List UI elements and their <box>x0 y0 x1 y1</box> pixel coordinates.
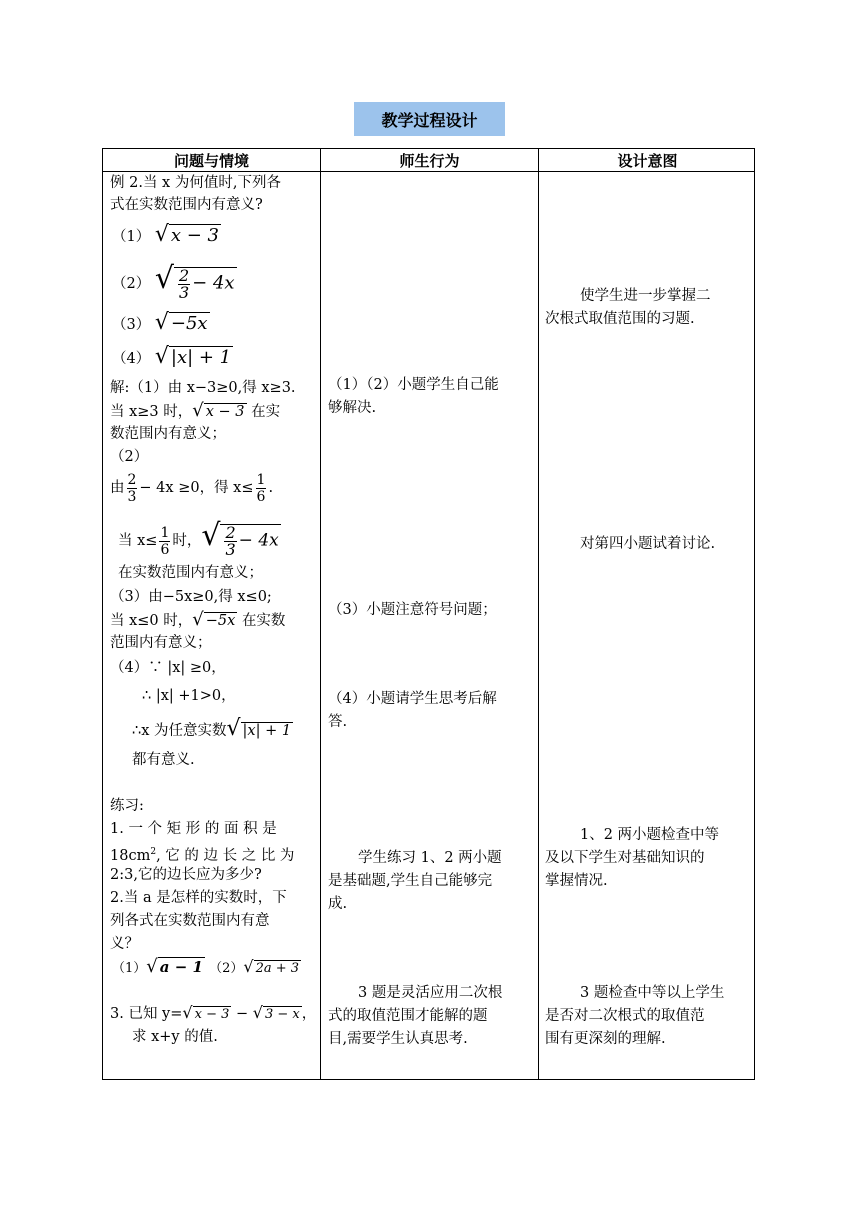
intent-line: 及以下学生对基础知识的 <box>545 850 705 866</box>
action-line: 目,需要学生认真思考. <box>328 1031 468 1047</box>
practice-text: ， <box>301 1006 317 1022</box>
section-title: 教学过程设计 <box>354 102 505 136</box>
radical-sign: √ <box>192 609 204 630</box>
practice-text: − <box>231 1006 253 1022</box>
radical-sign: √ <box>154 344 169 369</box>
solution-text: ∴x 为任意实数 <box>132 723 227 739</box>
solution-text: 当 x≤0 时， <box>110 613 193 629</box>
radicand-tail: − 4x <box>238 530 279 550</box>
practice-heading: 练习: <box>110 798 144 814</box>
solution-line <box>110 470 273 506</box>
solution-line <box>132 718 293 742</box>
superscript: 2 <box>150 847 157 857</box>
column-divider <box>320 149 321 1079</box>
practice-line: 列各式在实数范围内有意 <box>110 913 270 929</box>
fraction-numerator: 2 <box>178 265 190 285</box>
intent-line: 对第四小题试着讨论. <box>580 536 716 552</box>
fraction-numerator: 1 <box>256 471 266 488</box>
fraction-denominator: 3 <box>225 539 236 559</box>
fraction-numerator: 2 <box>127 471 137 488</box>
intent-line: 1、2 两小题检查中等 <box>580 827 720 843</box>
column-divider <box>538 149 539 1079</box>
header-intent: 设计意图 <box>617 151 678 170</box>
radicand: a − 1 <box>159 958 203 976</box>
radicand-tail: − 4x <box>192 272 235 293</box>
practice-line: 1. 一 个 矩 形 的 面 积 是 <box>110 821 277 837</box>
action-line: 成. <box>328 896 348 912</box>
radicand: 2a + 3 <box>255 961 300 976</box>
solution-line: 解:（1）由 x−3≥0,得 x≥3. <box>110 380 296 396</box>
practice-line <box>112 956 301 980</box>
practice-line: 2.当 a 是怎样的实数时，下 <box>110 890 287 906</box>
radical-sign: √ <box>182 1003 193 1022</box>
intent-line: 次根式取值范围的习题. <box>545 311 695 327</box>
problem-item <box>112 312 210 336</box>
radical-sign: √ <box>146 956 158 977</box>
radical-sign: √ <box>243 957 254 976</box>
practice-text: , 它 的 边 长 之 比 为 <box>156 847 295 864</box>
radical-sign: √ <box>252 1003 263 1022</box>
problem-item <box>112 224 221 248</box>
practice-line: 求 x+y 的值. <box>132 1029 218 1045</box>
radicand: −5x <box>170 313 208 334</box>
solution-text: 时， <box>172 533 202 549</box>
intent-line: 掌握情况. <box>545 873 608 889</box>
practice-line: 2:3,它的边长应为多少? <box>110 867 262 883</box>
solution-line <box>110 609 285 632</box>
header-actions: 师生行为 <box>399 151 460 170</box>
action-line: （3）小题注意符号问题； <box>328 602 497 618</box>
radicand: |x| + 1 <box>242 723 292 739</box>
solution-line: ∴ |x| +1>0， <box>142 688 236 704</box>
action-line: 是基础题,学生自己能够完 <box>328 873 493 889</box>
action-line: 够解决. <box>328 400 377 416</box>
fraction-denominator: 3 <box>178 282 190 302</box>
radicand: x − 3 <box>194 1007 230 1022</box>
radical-sign: √ <box>192 400 204 421</box>
radicand: −5x <box>205 613 236 629</box>
solution-line <box>110 400 280 423</box>
action-line: 答. <box>328 714 348 730</box>
fraction-denominator: 6 <box>160 541 170 558</box>
header-questions: 问题与情境 <box>173 151 249 170</box>
item-label: （2） <box>112 276 151 292</box>
solution-text: 由 <box>110 480 125 496</box>
radicand: 3 − x <box>264 1007 300 1022</box>
example-line: 例 2.当 x 为何值时,下列各 <box>110 175 281 191</box>
problem-item <box>112 346 233 370</box>
solution-line: 范围内有意义； <box>110 635 212 651</box>
solution-text: 在实数 <box>241 613 286 629</box>
practice-text: 18cm <box>110 847 151 864</box>
radicand: x − 3 <box>170 225 220 246</box>
intent-line: 围有更深刻的理解. <box>545 1031 666 1047</box>
solution-line <box>118 516 281 561</box>
item-label: （1） <box>112 961 147 976</box>
item-label: （3） <box>112 317 151 333</box>
solution-line: （2） <box>110 449 149 465</box>
solution-text: − 4x ≥0，得 x≤ <box>139 480 254 496</box>
item-label: （4） <box>112 351 151 367</box>
intent-line: 3 题检查中等以上学生 <box>580 985 725 1001</box>
item-label: （1） <box>112 229 151 245</box>
solution-line: 在实数范围内有意义； <box>118 565 263 581</box>
solution-line: 都有意义. <box>132 752 195 768</box>
fraction-numerator: 2 <box>225 522 236 542</box>
practice-text: 3. 已知 y= <box>110 1006 183 1022</box>
radical-sign: √ <box>201 518 221 553</box>
practice-line: 义？ <box>110 936 139 952</box>
action-line: 学生练习 1、2 两小题 <box>358 850 502 866</box>
fraction-denominator: 6 <box>256 488 266 505</box>
radical-sign: √ <box>154 222 169 247</box>
action-line: 3 题是灵活应用二次根 <box>358 985 503 1001</box>
intent-line: 使学生进一步掌握二 <box>580 288 711 304</box>
action-line: （4）小题请学生思考后解 <box>328 691 497 707</box>
solution-text: 当 x≤ <box>118 533 158 549</box>
radicand: x − 3 <box>205 404 245 420</box>
fraction-numerator: 1 <box>160 524 170 541</box>
fraction-denominator: 3 <box>127 488 137 505</box>
solution-text: 当 x≥3 时， <box>110 404 193 420</box>
radical-sign: √ <box>154 310 169 335</box>
radical-sign: √ <box>226 716 241 741</box>
solution-text: 在实 <box>251 404 281 420</box>
radicand: |x| + 1 <box>170 347 232 368</box>
intent-line: 是否对二次根式的取值范 <box>545 1008 705 1024</box>
action-line: 式的取值范围才能解的题 <box>328 1008 488 1024</box>
action-line: （1）（2）小题学生自己能 <box>328 377 499 393</box>
solution-line: （4）∵ |x| ≥0， <box>110 660 226 676</box>
example-line: 式在实数范围内有意义? <box>110 197 263 213</box>
problem-item <box>112 262 237 301</box>
item-label: （2） <box>209 961 244 976</box>
practice-line <box>110 1002 316 1026</box>
radical-sign: √ <box>154 261 174 296</box>
practice-line <box>110 841 294 867</box>
solution-line: （3）由−5x≥0,得 x≤0; <box>110 589 272 605</box>
solution-line: 数范围内有意义； <box>110 426 226 442</box>
solution-text: . <box>268 480 274 496</box>
